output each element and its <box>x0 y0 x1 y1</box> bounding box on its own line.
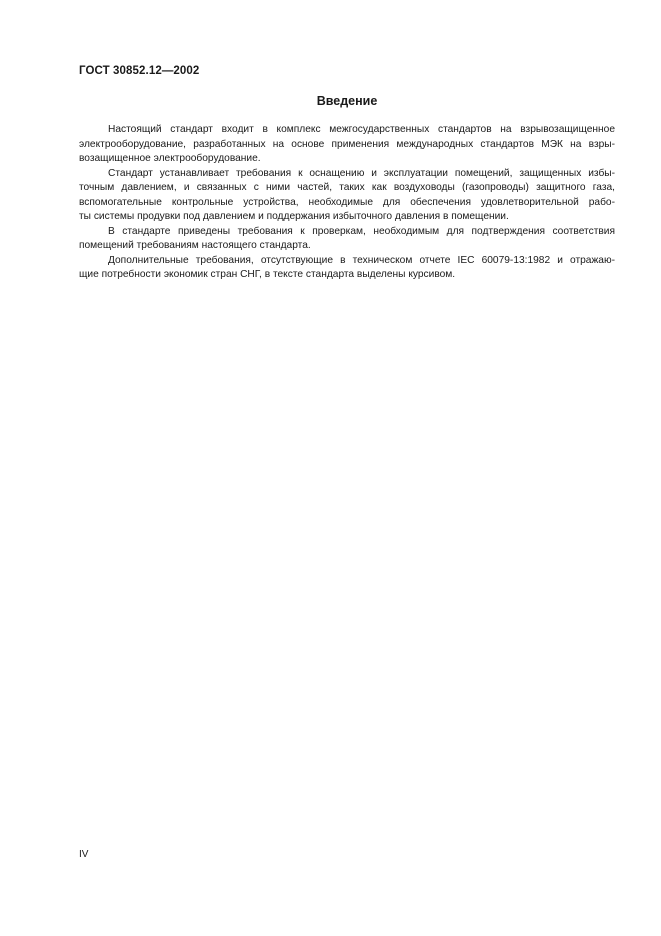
paragraph-4-line-2: щие потребности экономик стран СНГ, в тексте стандарта выделены курсивом. <box>79 269 456 280</box>
paragraph-1-line-1: Настоящий стандарт входит в комплекс межгосударственных стандартов на взрывозащищенное <box>108 124 615 135</box>
paragraph-3-line-1: В стандарте приведены требования к проверкам, необходимым для подтверждения соответствия <box>108 225 615 237</box>
section-title: Введение <box>316 94 378 108</box>
body-text <box>79 123 615 283</box>
paragraph-2-line-1: Стандарт устанавливает требования к оснащению и эксплуатации помещений, защищенных избы- <box>108 167 615 179</box>
document-header: ГОСТ 30852.12—2002 <box>79 65 200 77</box>
paragraph-2-line-4: ты системы продувки под давлением и поддержания избыточного давления в помещении. <box>79 211 509 222</box>
paragraph-1-line-2: электрооборудование, разработанных на основе применения международных стандартов МЭК на взры- <box>79 138 615 150</box>
paragraph-1-line-3: возащищенное электрооборудование. <box>79 153 261 164</box>
page-number: IV <box>79 849 89 860</box>
paragraph-2-line-3: вспомогательные контрольные устройства, необходимые для обеспечения удовлетворительной рабо- <box>79 196 615 208</box>
paragraph-4-line-1: Дополнительные требования, отсутствующие в техническом отчете IEC 60079-13:1982 и отражаю- <box>108 254 615 266</box>
paragraph-2-line-2: точным давлением, и связанных с ними частей, таких как воздуховоды (газопроводы) защитного газа, <box>79 182 615 193</box>
paragraph-3-line-2: помещений требованиям настоящего стандарта. <box>79 240 311 251</box>
